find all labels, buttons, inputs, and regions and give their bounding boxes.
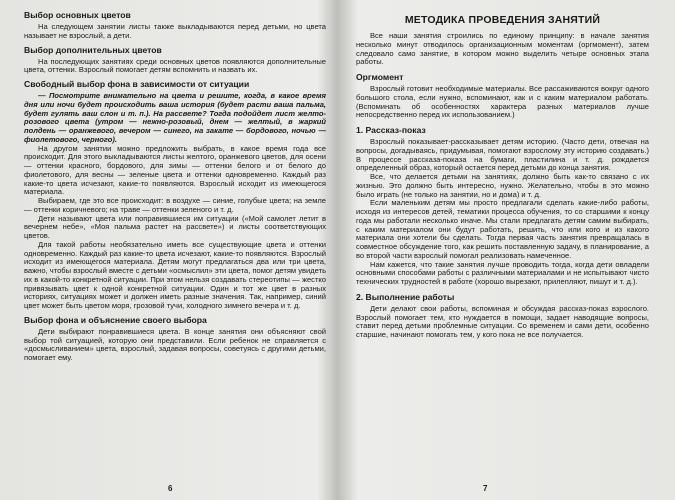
paragraph: Дети выбирают понравившиеся цвета. В конце занятия они объясняют свой выбор той ситуацией, которую они представили. Если ребенок не справляется с «досмысливанием» цвета, взрослый, задавая вопросы, советуясь с другими детьми, помогает ему.	[24, 326, 326, 362]
paragraph: Выбираем, где это все происходит: в воздухе — синие, голубые цвета; на земле — оттенки коричневого; на траве — оттенки зеленого и т. д.	[24, 196, 326, 214]
section-heading: 2. Выполнение работы	[356, 291, 455, 302]
paragraph: На последующих занятиях среди основных цветов появляются дополнительные цвета, оттенки. Взрослый помогает детям вспомнить и назвать их.	[24, 56, 326, 75]
page-number: 7	[483, 484, 488, 494]
section-heading: Свободный выбор фона в зависимости от ситуации	[24, 79, 250, 89]
paragraph: На следующем занятии листы также выкладываются перед детьми, но цвета называет не взрослый, а дети.	[24, 22, 326, 40]
section-heading: Выбор фона и объяснение своего выбора	[24, 314, 207, 325]
paragraph: Все, что делается детьми на занятиях, должно быть как-то связано с их жизнью. Это должно быть интересно, нужно. Желательно, чтобы в это можно было играть (не только на занятии, но и дома) и т. д.	[356, 172, 649, 199]
section-heading: Выбор дополнительных цветов	[24, 44, 162, 55]
paragraph: Нам кажется, что такие занятия лучше проводить тогда, когда дети овладели основными способами работы с различными материалами и не испытывают чисто технических трудностей в работе (хорошо вырезают, прилепляют, пишут и т. д.).	[356, 259, 649, 286]
paragraph: Взрослый показывает-рассказывает детям историю. (Часто дети, отвечая на вопросы, догадываясь, придумывая, помогают взрослому эту историю создавать.) В процессе рассказа-показа на бумаги, пластилина и т. д. рождается определенный образ, который остается перед детьми до конца занятия.	[356, 137, 649, 173]
page-number: 6	[168, 484, 173, 494]
paragraph: Для такой работы необязательно иметь все существующие цвета и оттенки одновременно. Каждый раз какие-то цвета исчезают, какие-то появляются. Взрослый исходит из имеющегося материала. Детям могут предлагаться два или три цвета, важно, чтобы взрослый вместе с детьми «осмыслил» эти цвета, помог детям увидеть их в какой-то конкретной ситуации. При этом нельзя создавать стереотипы — жестко привязывать цвет к одной конкретной ситуации. Один и тот же цвет в разных историях, ситуациях может и должен иметь разные значения. Так, например, синий цвет может быть цветом моря, грозовой тучи, холодного зимнего вечера и т. д.	[24, 239, 326, 310]
paragraph: Взрослый готовит необходимые материалы. Все рассаживаются вокруг одного большого стола, если нужно, вспоминают, как и с каким материалом работать. (Вспоминать об особенностях характера разных материалов лучше непосредственно перед их использованием.)	[356, 84, 649, 120]
paragraph: Дети называют цвета или поправившиеся им ситуации («Мой самолет летит в вечернем небе», «Моя пальма растет на рассвете») и листы соответствующих цветов.	[24, 213, 326, 240]
right-page	[338, 0, 675, 500]
section-heading: Оргмомент	[356, 72, 404, 82]
section-heading: Выбор основных цветов	[24, 10, 131, 20]
paragraph: Если маленьким детям мы просто предлагали сделать какие-либо работы, исходя из интересов детей, тематики процесса обучения, то со старшими к концу года мы работали несколько иначе. Мы стали предлагать детям самим выбирать, с каким материалом они будут работать, решить, что или кого и из какого материала они хотели бы сделать. Тогда первая часть занятия превращалась в совместное обсуждение того, как решить поставленную задачу, в планирование, а во второй части взрослый помогал реализовать намеченное.	[356, 198, 649, 260]
italic-quote: — Посмотрите внимательно на цвета и решите, когда, в какое время дня или ночи будет происходить ваша история (будет расти ваша пальма, будет гулять ваш слон и т. п.). На рассвете? Тогда подойдет лист желто-розового цвета (утром — нежно-розовый, днем — желтый, в жаркий полдень — оранжевого, вечером — синего, на закате — бордового, ночью — фиолетового, черного).	[24, 91, 326, 144]
intro-paragraph: Все наши занятия строились по единому принципу: в начале занятия несколько минут отводилось организационным моментам (оргмомент), затем следовало само занятие, в котором можно выделить четыре основных этапа работы.	[356, 31, 649, 67]
chapter-title: МЕТОДИКА ПРОВЕДЕНИЯ ЗАНЯТИЙ	[404, 14, 601, 26]
paragraph: На другом занятии можно предложить выбрать, в какое время года все происходит. Для этого выкладываются листы желтого, оранжевого цветов, для осени — оттенки красного, бордового, для зимы — оттенки белого и от белого до фиолетового, для весны — зеленые цвета и оттенки одновременно. Каждый раз какие-то цвета исчезают, какие-то появляются. Взрослый исходит из имеющегося материала.	[24, 143, 326, 197]
paragraph: Дети делают свои работы, вспоминая и обсуждая рассказ-показ взрослого. Взрослый помогает тем, кто нуждается в помощи, задает наводящие вопросы, ставит перед детьми проблемные ситуации. Со временем и сами дети, особенно старшие, начинают помогать тем, у кого пока не все получается.	[356, 303, 649, 339]
section-heading: 1. Рассказ-показ	[356, 125, 426, 135]
